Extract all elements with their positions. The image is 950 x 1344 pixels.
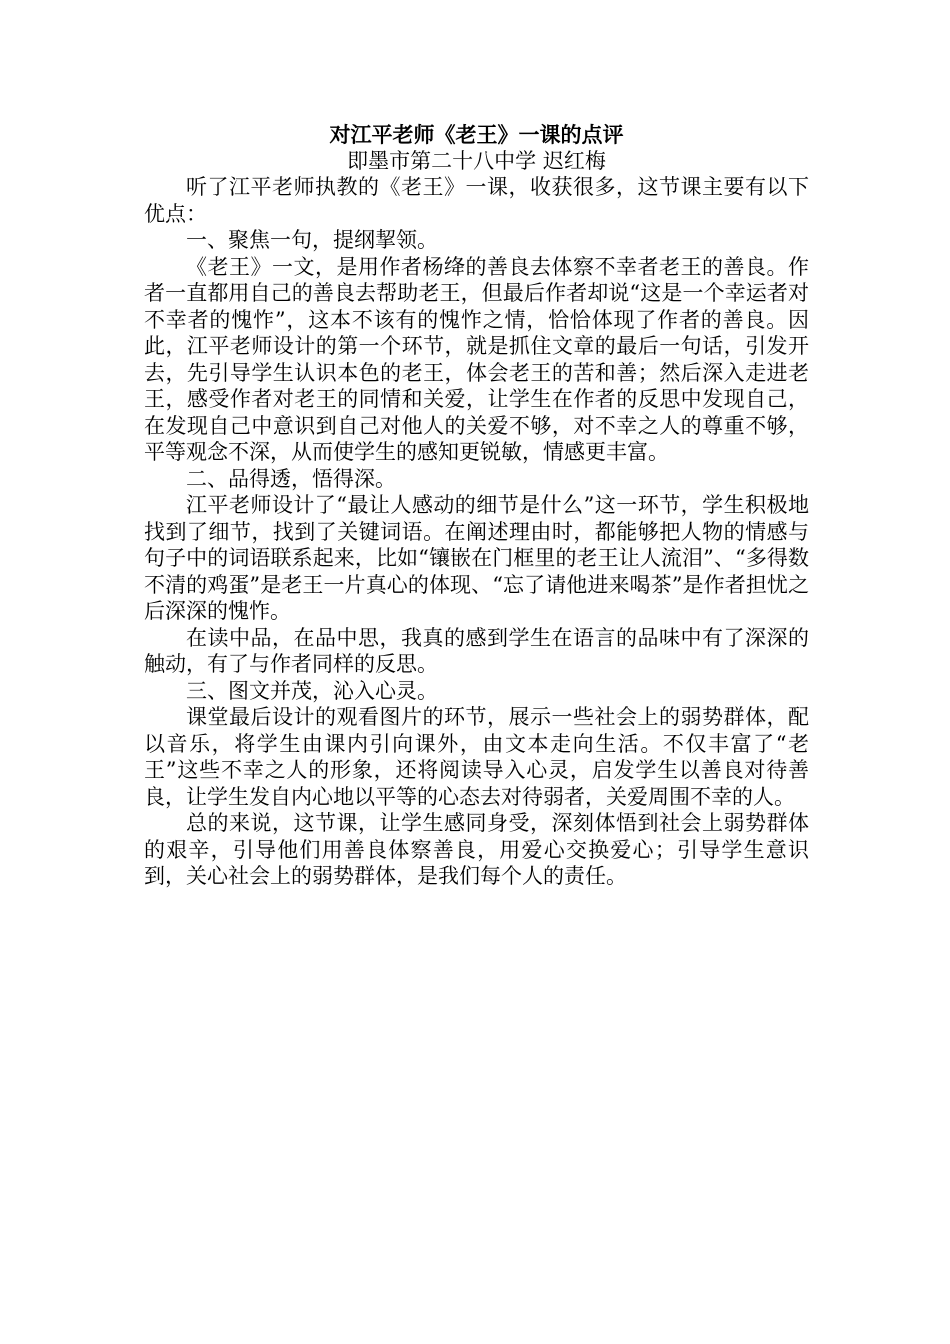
paragraph-conclusion: 总的来说，这节课，让学生感同身受，深刻体悟到社会上弱势群体的艰辛，引导他们用善良体察善良，用爱心交换爱心；引导学生意识到，关心社会上的弱势群体，是我们每个人的责任。 (144, 811, 809, 888)
paragraph-body: 在读中品，在品中思，我真的感到学生在语言的品味中有了深深的触动，有了与作者同样的反思。 (144, 625, 809, 676)
paragraph-body: 课堂最后设计的观看图片的环节，展示一些社会上的弱势群体，配以音乐，将学生由课内引向课外，由文本走向生活。不仅丰富了“老王”这些不幸之人的形象，还将阅读导入心灵，启发学生以善良对待善良，让学生发自内心地以平等的心态去对待弱者，关爱周围不幸的人。 (144, 705, 809, 809)
section-heading-1: 一、聚焦一句，提纲挈领。 (186, 228, 438, 252)
document-byline: 即墨市第二十八中学 迟红梅 (347, 149, 606, 173)
document-page (144, 122, 809, 890)
section-heading-2: 二、品得透，悟得深。 (186, 466, 396, 491)
paragraph-intro: 听了江平老师执教的《老王》一课，收获很多，这节课主要有以下优点： (144, 175, 809, 226)
document-title: 对江平老师《老王》一课的点评 (329, 122, 624, 147)
section-heading-3: 三、图文并茂，沁入心灵。 (186, 678, 438, 703)
paragraph-body: 《老王》一文，是用作者杨绛的善良去体察不幸者老王的善良。作者一直都用自己的善良去帮助老王，但最后作者却说“这是一个幸运者对不幸者的愧怍”，这本不该有的愧怍之情，恰恰体现了作者的善良。因此，江平老师设计的第一个环节，就是抓住文章的最后一句话，引发开去，先引导学生认识本色的老王，体会老王的苦和善；然后深入走进老王，感受作者对老王的同情和关爱，让学生在作者的反思中发现自己，在发现自己中意识到自己对他人的关爱不够，对不幸之人的尊重不够，平等观念不深，从而使学生的感知更锐敏，情感更丰富。 (144, 254, 809, 464)
paragraph-body: 江平老师设计了“最让人感动的细节是什么”这一环节，学生积极地找到了细节，找到了关键词语。在阐述理由时，都能够把人物的情感与句子中的词语联系起来，比如“镶嵌在门框里的老王让人流泪”、“多得数不清的鸡蛋”是老王一片真心的体现、“忘了请他进来喝茶”是作者担忧之后深深的愧怍。 (144, 493, 809, 623)
